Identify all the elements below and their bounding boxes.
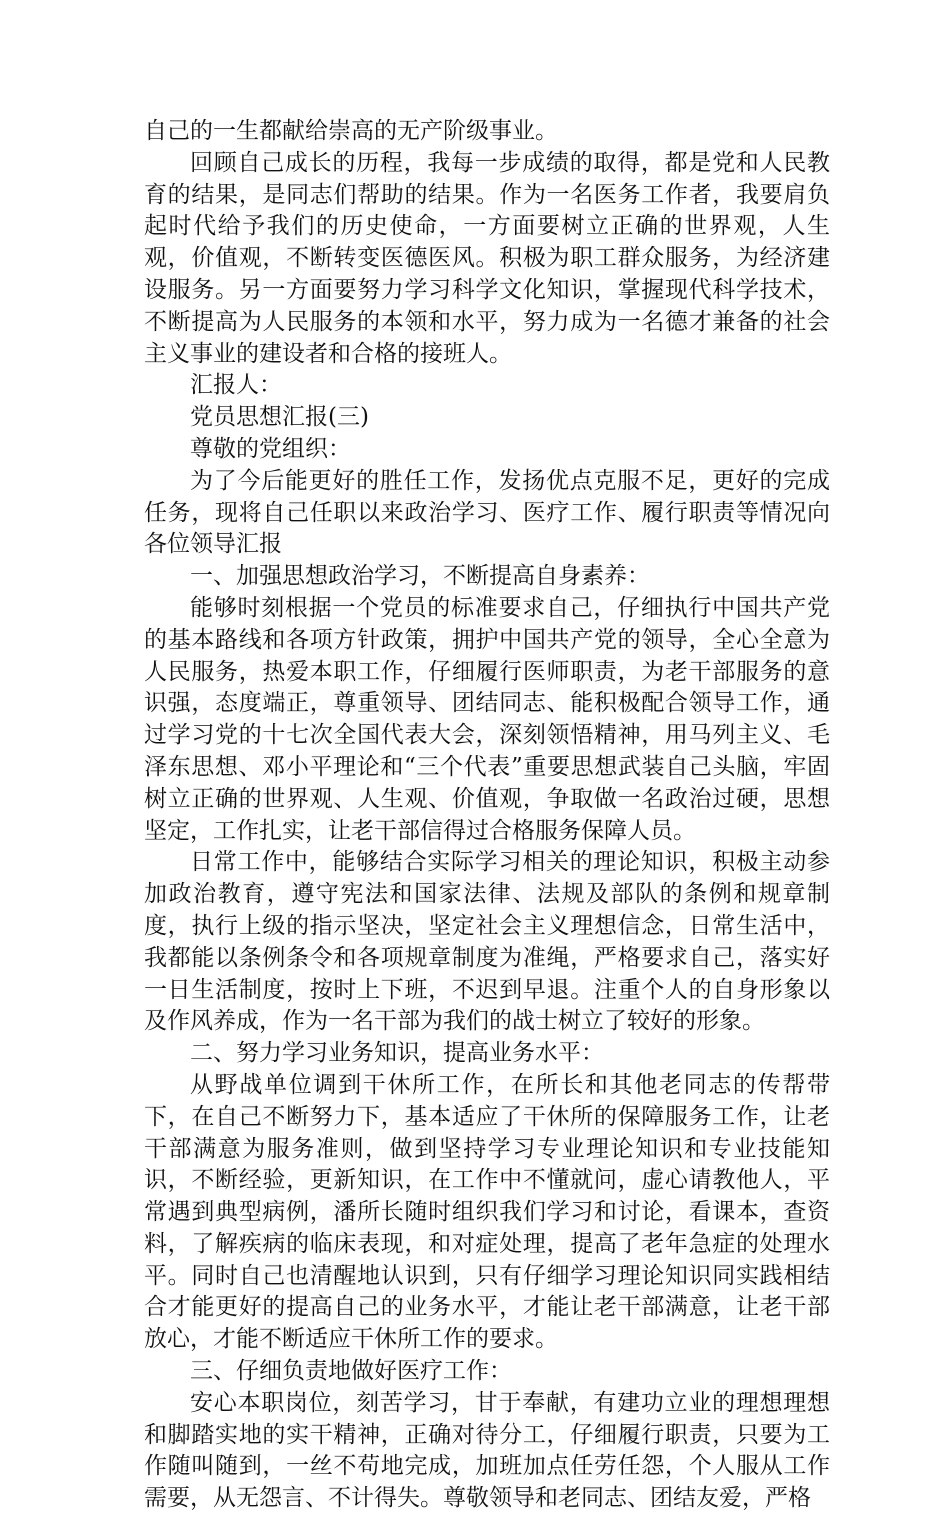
paragraph-6: 安心本职岗位，刻苦学习，甘于奉献，有建功立业的理想理想和脚踏实地的实干精神，正确对待分工，仔细履行职责，只要为工作随叫随到，一丝不苟地完成，加班加点任劳任怨，个人服从工作需要，从无怨言、不计得失。尊敬领导和老同志、团结友爱，严格 — [144, 1389, 830, 1512]
heading-1: 一、加强思想政治学习，不断提高自身素养： — [190, 563, 650, 590]
paragraph-3: 能够时刻根据一个党员的标准要求自己，仔细执行中国共产党的基本路线和各项方针政策，拥护中国共产党的领导，全心全意为人民服务，热爱本职工作，仔细履行医师职责，为老干部服务的意识强，态度端正，尊重领导、团结同志、能积极配合领导工作，通过学习党的十七次全国代表大会，深刻领悟精神，用马列主义、毛泽东思想、邓小平理论和“三个代表”重要思想武装自己头脑，牢固树立正确的世界观、人生观、价值观，争取做一名政治过硬，思想坚定，工作扎实，让老干部信得过合格服务保障人员。 — [144, 594, 830, 844]
section-title: 党员思想汇报(三) — [190, 404, 369, 431]
salutation: 尊敬的党组织： — [190, 435, 351, 462]
paragraph-5: 从野战单位调到干休所工作，在所长和其他老同志的传帮带下，在自己不断努力下，基本适应了干休所的保障服务工作，让老干部满意为服务准则，做到坚持学习专业理论知识和专业技能知识，不断经验，更新知识，在工作中不懂就问，虚心请教他人，平常遇到典型病例，潘所长随时组织我们学习和讨论，看课本，查资料，了解疾病的临床表现，和对症处理，提高了老年急症的处理水平。同时自己也清醒地认识到，只有仔细学习理论知识同实践相结合才能更好的提高自己的业务水平，才能让老干部满意，让老干部放心，才能不断适应干休所工作的要求。 — [144, 1071, 830, 1353]
paragraph-1: 自己的一生都献给崇高的无产阶级事业。 — [144, 118, 558, 144]
paragraph-2: 回顾自己成长的历程，我每一步成绩的取得，都是党和人民教育的结果，是同志们帮助的结果。作为一名医务工作者，我要肩负起时代给予我们的历史使命，一方面要树立正确的世界观，人生观，价值观，不断转变医德医风。积极为职工群众服务，为经济建设服务。另一方面要努力学习科学文化知识，掌握现代科学技术，不断提高为人民服务的本领和水平，努力成为一名德才兼备的社会主义事业的建设者和合格的接班人。 — [144, 149, 830, 367]
heading-3: 三、仔细负责地做好医疗工作： — [190, 1358, 512, 1385]
heading-2: 二、努力学习业务知识，提高业务水平： — [190, 1040, 604, 1067]
document-body — [144, 116, 830, 1515]
reporter-line: 汇报人： — [190, 372, 282, 399]
paragraph-intro: 为了今后能更好的胜任工作，发扬优点克服不足，更好的完成任务，现将自己任职以来政治学习、医疗工作、履行职责等情况向各位领导汇报 — [144, 467, 830, 558]
paragraph-4: 日常工作中，能够结合实际学习相关的理论知识，积极主动参加政治教育，遵守宪法和国家法律、法规及部队的条例和规章制度，执行上级的指示坚决，坚定社会主义理想信念，日常生活中，我都能以条例条令和各项规章制度为准绳，严格要求自己，落实好一日生活制度，按时上下班，不迟到早退。注重个人的自身形象以及作风养成，作为一名干部为我们的战士树立了较好的形象。 — [144, 849, 830, 1035]
